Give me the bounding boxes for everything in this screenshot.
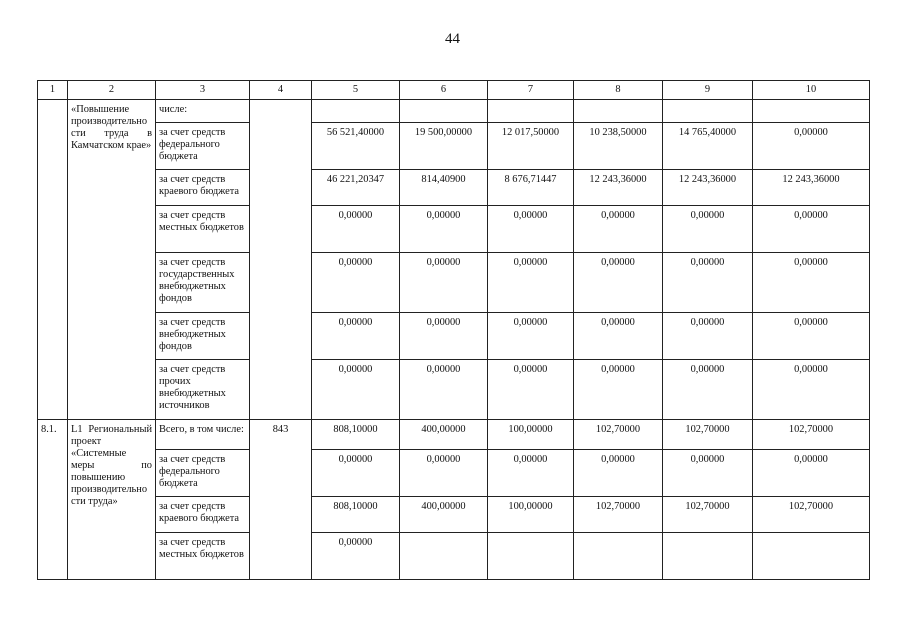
value-cell: 814,40900 xyxy=(400,170,488,206)
value-cell: 12 017,50000 xyxy=(488,123,574,170)
funding-source-cell: за счет средств федерального бюджета xyxy=(156,123,250,170)
funding-source-cell: за счет средств местных бюджетов xyxy=(156,206,250,253)
value-cell: 12 243,36000 xyxy=(574,170,663,206)
value-cell: 0,00000 xyxy=(400,313,488,360)
header-cell: 5 xyxy=(312,81,400,100)
table-header-row xyxy=(38,81,870,100)
table-row xyxy=(38,497,870,533)
value-cell: 0,00000 xyxy=(663,313,753,360)
table-row xyxy=(38,533,870,580)
funding-source-cell: за счет средств прочих внебюджетных источников xyxy=(156,360,250,420)
value-cell: 0,00000 xyxy=(663,360,753,420)
value-cell: 0,00000 xyxy=(488,360,574,420)
code-cell: 843 xyxy=(250,420,312,580)
value-cell: 0,00000 xyxy=(574,253,663,313)
value-cell xyxy=(753,533,870,580)
value-cell: 0,00000 xyxy=(574,450,663,497)
value-cell: 400,00000 xyxy=(400,420,488,450)
value-cell: 0,00000 xyxy=(312,313,400,360)
value-cell: 14 765,40000 xyxy=(663,123,753,170)
value-cell: 102,70000 xyxy=(753,420,870,450)
header-cell: 6 xyxy=(400,81,488,100)
value-cell: 0,00000 xyxy=(312,533,400,580)
table-row xyxy=(38,123,870,170)
value-cell xyxy=(400,100,488,123)
value-cell: 102,70000 xyxy=(753,497,870,533)
header-cell: 4 xyxy=(250,81,312,100)
header-cell: 3 xyxy=(156,81,250,100)
value-cell: 46 221,20347 xyxy=(312,170,400,206)
value-cell: 8 676,71447 xyxy=(488,170,574,206)
value-cell: 0,00000 xyxy=(753,253,870,313)
value-cell: 0,00000 xyxy=(663,450,753,497)
value-cell: 0,00000 xyxy=(488,450,574,497)
funding-source-cell: числе: xyxy=(156,100,250,123)
funding-source-cell: Всего, в том числе: xyxy=(156,420,250,450)
value-cell: 102,70000 xyxy=(574,420,663,450)
value-cell: 0,00000 xyxy=(574,206,663,253)
measure-name-cell: «Повышение производительно сти труда в Камчатском крае» xyxy=(68,100,156,420)
funding-source-cell: за счет средств внебюджетных фондов xyxy=(156,313,250,360)
value-cell: 0,00000 xyxy=(312,206,400,253)
value-cell xyxy=(574,100,663,123)
header-cell: 8 xyxy=(574,81,663,100)
value-cell: 0,00000 xyxy=(753,123,870,170)
value-cell: 12 243,36000 xyxy=(753,170,870,206)
page-number: 44 xyxy=(445,31,460,47)
value-cell: 808,10000 xyxy=(312,420,400,450)
value-cell: 0,00000 xyxy=(663,206,753,253)
value-cell: 100,00000 xyxy=(488,497,574,533)
value-cell xyxy=(488,533,574,580)
table-row xyxy=(38,450,870,497)
table-row xyxy=(38,253,870,313)
value-cell: 102,70000 xyxy=(663,497,753,533)
value-cell: 102,70000 xyxy=(663,420,753,450)
table-row xyxy=(38,360,870,420)
value-cell: 0,00000 xyxy=(574,313,663,360)
value-cell xyxy=(400,533,488,580)
code-cell xyxy=(250,100,312,420)
value-cell: 0,00000 xyxy=(312,450,400,497)
value-cell: 0,00000 xyxy=(312,253,400,313)
budget-table xyxy=(37,80,870,580)
measure-name-cell: L1 Региональный проект «Системные меры по повышению производительно сти труда» xyxy=(68,420,156,580)
value-cell: 0,00000 xyxy=(488,253,574,313)
funding-source-cell: за счет средств краевого бюджета xyxy=(156,170,250,206)
funding-source-cell: за счет средств местных бюджетов xyxy=(156,533,250,580)
table-row xyxy=(38,313,870,360)
header-cell: 1 xyxy=(38,81,68,100)
value-cell: 0,00000 xyxy=(753,450,870,497)
value-cell: 0,00000 xyxy=(400,360,488,420)
value-cell xyxy=(663,100,753,123)
value-cell: 0,00000 xyxy=(312,360,400,420)
table-row xyxy=(38,100,870,123)
table-row xyxy=(38,170,870,206)
header-cell: 2 xyxy=(68,81,156,100)
value-cell: 12 243,36000 xyxy=(663,170,753,206)
value-cell: 0,00000 xyxy=(753,360,870,420)
value-cell xyxy=(488,100,574,123)
funding-source-cell: за счет средств краевого бюджета xyxy=(156,497,250,533)
value-cell: 100,00000 xyxy=(488,420,574,450)
funding-source-cell: за счет средств государственных внебюджетных фондов xyxy=(156,253,250,313)
header-cell: 7 xyxy=(488,81,574,100)
value-cell: 19 500,00000 xyxy=(400,123,488,170)
value-cell xyxy=(574,533,663,580)
value-cell: 0,00000 xyxy=(574,360,663,420)
value-cell: 56 521,40000 xyxy=(312,123,400,170)
table-row xyxy=(38,420,870,450)
value-cell: 0,00000 xyxy=(488,206,574,253)
value-cell: 0,00000 xyxy=(663,253,753,313)
value-cell: 808,10000 xyxy=(312,497,400,533)
row-number-cell xyxy=(38,100,68,420)
value-cell: 0,00000 xyxy=(400,206,488,253)
value-cell xyxy=(312,100,400,123)
header-cell: 9 xyxy=(663,81,753,100)
value-cell: 400,00000 xyxy=(400,497,488,533)
header-cell: 10 xyxy=(753,81,870,100)
value-cell: 0,00000 xyxy=(753,313,870,360)
value-cell xyxy=(753,100,870,123)
funding-source-cell: за счет средств федерального бюджета xyxy=(156,450,250,497)
value-cell xyxy=(663,533,753,580)
table-row xyxy=(38,206,870,253)
value-cell: 102,70000 xyxy=(574,497,663,533)
row-number-cell: 8.1. xyxy=(38,420,68,580)
value-cell: 0,00000 xyxy=(488,313,574,360)
value-cell: 0,00000 xyxy=(400,450,488,497)
value-cell: 0,00000 xyxy=(400,253,488,313)
value-cell: 10 238,50000 xyxy=(574,123,663,170)
value-cell: 0,00000 xyxy=(753,206,870,253)
